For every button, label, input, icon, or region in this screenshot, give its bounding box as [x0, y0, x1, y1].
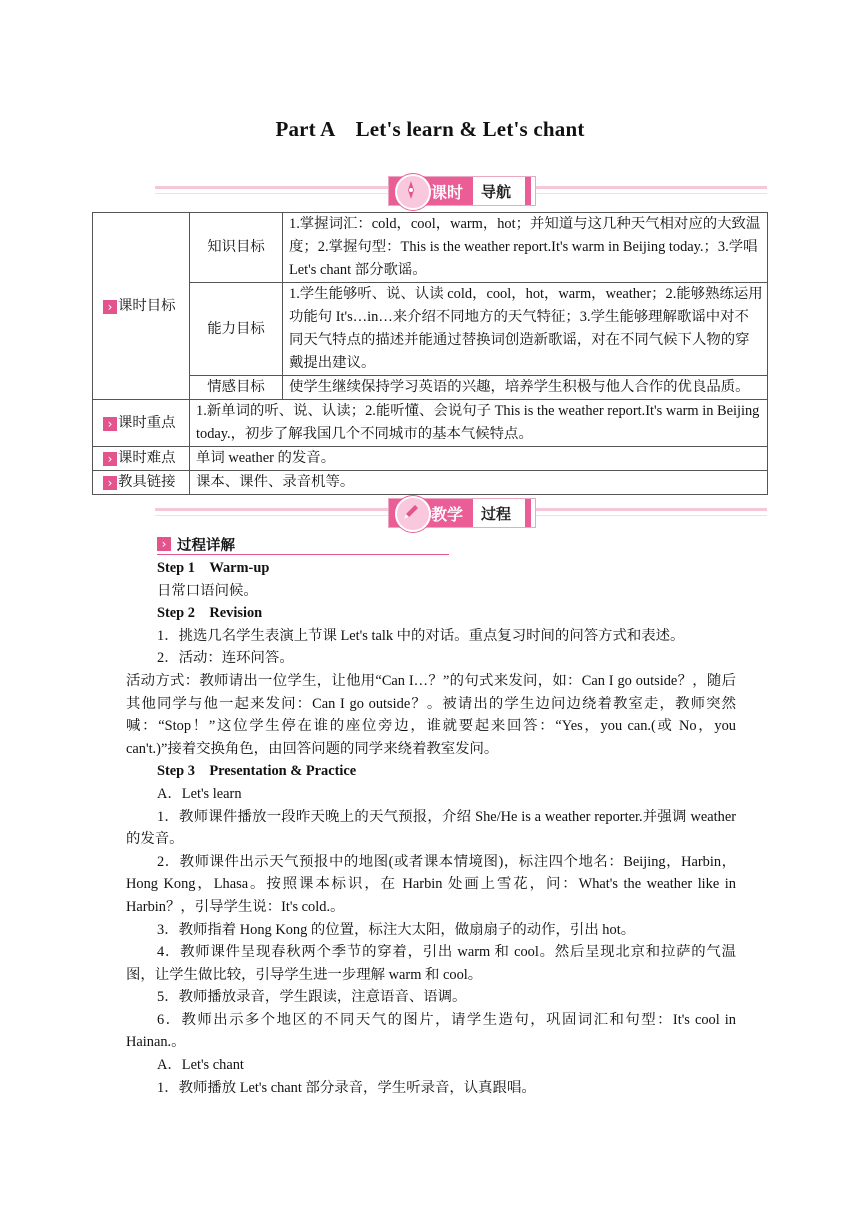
step3-item6: 6．教师出示多个地区的不同天气的图片，请学生造句，巩固词汇和句型：It's cool in Hainan.。 — [126, 1011, 736, 1051]
banner-word-process: 过程 — [481, 505, 512, 523]
page-title: Part A Let's learn & Let's chant — [275, 117, 585, 141]
step3-item1: 1．教师课件播放一段昨天晚上的天气预报，介绍 She/He is a weather reporter.并强调 weather 的发音。 — [126, 808, 736, 848]
process-body — [126, 557, 736, 1099]
tools-text: 课本、课件、录音机等。 — [190, 471, 768, 495]
step3-sub-a1: A．Let's learn — [157, 785, 242, 802]
step2-item1: 1．挑选几名学生表演上节课 Let's talk 中的对话。重点复习时间的问答方式和表述。 — [157, 627, 685, 644]
step2-item2: 2．活动：连环问答。 — [157, 650, 294, 667]
step3-item7: 1．教师播放 Let's chant 部分录音，学生听录音，认真跟唱。 — [157, 1079, 536, 1096]
step2-activity — [126, 670, 736, 760]
key-cell — [93, 400, 190, 447]
key-text: 1.新单词的听、说、认读；2.能听懂、会说句子 This is the weather report.It's warm in Beijing today.，初步了解我国几个不同城市的基本气候特点。 — [190, 400, 768, 447]
step3-item5: 5．教师播放录音，学生跟读，注意语音、语调。 — [157, 989, 467, 1006]
arrow-icon: › — [103, 300, 117, 314]
goal-label: 课时目标 — [118, 297, 176, 314]
arrow-icon: › — [103, 452, 117, 466]
emotion-text: 使学生继续保持学习英语的兴趣，培养学生积极与他人合作的优良品质。 — [283, 376, 768, 400]
pencil-icon — [395, 496, 431, 532]
step3-item4: 4．教师课件呈现春秋两个季节的穿着，引出 warm 和 cool。然后呈现北京和拉萨的气温图，让学生做比较，引导学生进一步理解 warm 和 cool。 — [126, 944, 736, 983]
compass-icon — [395, 174, 431, 210]
tools-label: 教具链接 — [118, 474, 176, 490]
section-header — [157, 534, 449, 556]
step3-item3: 3．教师指着 Hong Kong 的位置，标注大太阳，做扇扇子的动作，引出 hot。 — [157, 921, 636, 938]
banner-word-lesson: 课时 — [431, 183, 464, 202]
arrow-icon: › — [103, 417, 117, 431]
lesson-navigation-banner — [155, 176, 767, 206]
step1-heading: Step 1 Warm-up — [157, 560, 270, 576]
section-title: 过程详解 — [177, 538, 235, 554]
step3-heading: Step 3 Presentation & Practice — [157, 763, 357, 780]
teaching-process-banner — [155, 498, 767, 528]
difficulty-text: 单词 weather 的发音。 — [190, 447, 768, 471]
step2-heading: Step 2 Revision — [157, 605, 263, 622]
goal-cell — [93, 213, 190, 400]
knowledge-label: 知识目标 — [190, 213, 283, 283]
step3-item2: 2．教师课件出示天气预报中的地图(或者课本情境图)，标注四个地名：Beijing，Harbin，Hong Kong，Lhasa。按照课本标识，在 Harbin 处画上雪花，问：What's the weather like in Harbin？，引导学生说：It's cold.。 — [126, 853, 736, 915]
difficulty-label: 课时难点 — [118, 450, 176, 466]
step3-sub-a2: A．Let's chant — [157, 1057, 244, 1074]
tools-cell — [93, 471, 190, 495]
step1-text: 日常口语问候。 — [157, 582, 258, 599]
arrow-icon: › — [157, 537, 171, 551]
emotion-label: 情感目标 — [190, 376, 283, 400]
banner-word-teaching: 教学 — [431, 505, 464, 524]
ability-text: 1.学生能够听、说、认读 cold，cool，hot，warm，weather；2.能够熟练运用功能句 It's…in…来介绍不同地方的天气特征；3.学生能够理解歌谣中对不同天气特点的描述并能通过替换词创造新歌谣，对在不同气候下人物的穿戴提出建议。 — [283, 283, 768, 376]
step2-activity-text: 活动方式：教师请出一位学生，让他用“Can I…？”的句式来发问，如：Can I go outside？，随后其他同学与他一起来发问：Can I go outside？。被请出的学生边问边绕着教室走，教师突然喊：“Stop！”这位学生停在谁的座位旁边，谁就要起来回答：“Yes，you can.(或 No，you can't.)”接着交换角色，由回答问题的同学来绕着教室发问。 — [126, 672, 736, 757]
difficulty-cell — [93, 447, 190, 471]
arrow-icon: › — [103, 476, 117, 490]
banner-word-nav: 导航 — [481, 183, 512, 201]
knowledge-text: 1.掌握词汇：cold，cool，warm，hot；并知道与这几种天气相对应的大致温度；2.掌握句型：This is the weather report.It's warm in Beijing today.；3.学唱 Let's chant 部分歌谣。 — [283, 213, 768, 283]
ability-label: 能力目标 — [190, 283, 283, 376]
lesson-info-table — [92, 212, 768, 495]
key-label: 课时重点 — [118, 414, 176, 431]
